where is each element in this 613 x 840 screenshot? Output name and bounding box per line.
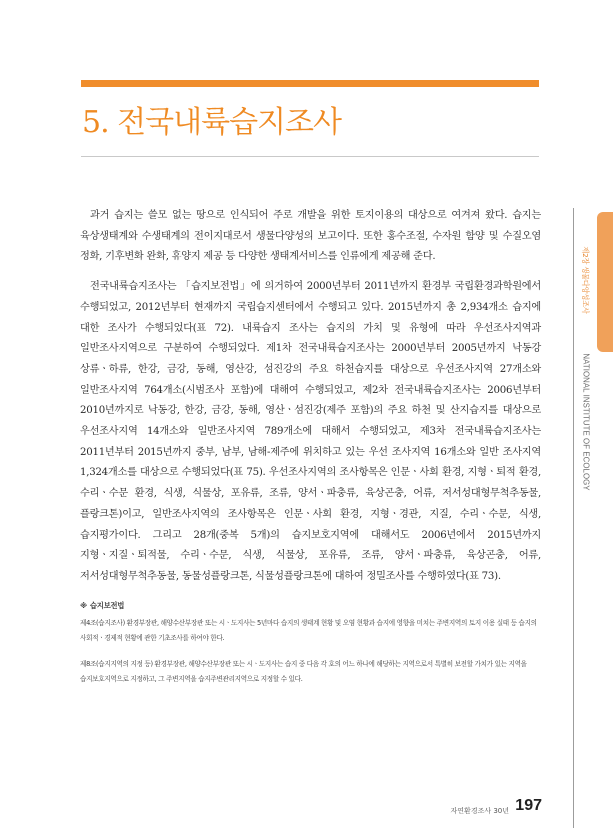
side-divider [573, 208, 574, 828]
note-item-2: 제8조(습지지역의 지정 등) 환경부장관, 해양수산부장관 또는 시ㆍ도지사는 습지 중 다음 각 호의 어느 하나에 해당하는 지역으로서 특별히 보전할 가치가 있는 지역을 습지보호지역으로 지정하고, 그 주변지역을 습지주변관리지역으로 지정할 수 있다. [80, 660, 527, 683]
chapter-side-tab [597, 212, 613, 352]
side-chapter-label: 제2장 생물다양성조사 [581, 246, 590, 314]
chapter-accent-bar [81, 80, 539, 87]
note-item-1: 제4조(습지조사) 환경부장관, 해양수산부장관 또는 시ㆍ도지사는 5년마다 습지의 생태계 현황 및 오염 현황과 습지에 영향을 미치는 주변지역의 토지 이용 실태 등 습지의 사회적ㆍ경제적 현황에 관한 기초조사를 하여야 한다. [80, 619, 537, 642]
body-paragraph-1: 과거 습지는 쓸모 없는 땅으로 인식되어 주로 개발을 위한 토지이용의 대상으로 여겨져 왔다. 습지는 육상생태계와 수생태계의 전이지대로서 생물다양성의 보고이다. 또한 홍수조절, 수자원 함양 및 수질오염 정화, 기후변화 완화, 휴양지 제공 등 다양한 생태계서비스를 인류에게 제공해 준다. [80, 210, 541, 263]
note-mark: ※ [80, 601, 87, 610]
side-institute-label: NATIONAL INSTITUTE OF ECOLOGY [581, 353, 591, 491]
title-divider [81, 156, 539, 157]
chapter-title: 5. 전국내륙습지조사 [82, 105, 341, 140]
body-text [80, 206, 541, 588]
body-paragraph-2: 전국내륙습지조사는 「습지보전법」에 의거하여 2000년부터 2011년까지 환경부 국립환경과학원에서 수행되었고, 2012년부터 현재까지 국립습지센터에서 수행되고 있다. 2015년까지 총 2,934개소 습지에 대한 조사가 수행되었다(표 72). 내륙습지 조사는 습지의 가치 및 유형에 따라 우선조사지역과 일반조사지역으로 구분하여 수행되었다. 제1차 전국내륙습지조사는 2000년부터 2005년까지 낙동강 상류ㆍ하류, 한강, 금강, 동해, 영산강, 섬진강의 주요 하천습지를 대상으로 우선조사지역 27개소와 일반조사지역 764개소(시범조사 포함)에 대해여 수행되었고, 제2차 전국내륙습지조사는 2006년부터 2010년까지로 낙동강, 한강, 금강, 동해, 영산ㆍ섬진강(제주 포함)의 주요 하천 및 산지습지를 대상으로 우선조사지역 14개소와 일반조사지역 789개소에 대해서 수행되었고, 제3차 전국내륙습지조사는 2011년부터 2015년까지 중부, 남부, 남해-제주에 위치하고 있는 우선 조사지역 16개소와 일반 조사지역 1,324개소를 대상으로 수행되었다(표 75). 우선조사지역의 조사항목은 인문ㆍ사회 환경, 지형ㆍ퇴적 환경, 수리ㆍ수문 환경, 식생, 식물상, 포유류, 조류, 양서ㆍ파충류, 육상곤충, 어류, 저서성대형무척추동물, 플랑크톤)이고, 일반조사지역의 조사항목은 인문ㆍ사회 환경, 지형ㆍ경관, 지질, 수리ㆍ수문, 식생, 습지평가이다. 그리고 28개(중복 5개)의 습지보호지역에 대해서도 2006년에서 2015년까지 지형ㆍ지질ㆍ퇴적물, 수리ㆍ수문, 식생, 식물상, 포유류, 조류, 양서ㆍ파충류, 육상곤충, 어류, 저서성대형무척추동물, 동물성플랑크톤, 식물성플랑크톤에 대하여 정밀조사를 수행하였다(표 73). [80, 281, 541, 582]
note-title: 습지보전법 [89, 601, 125, 610]
page-number: 197 [515, 797, 542, 814]
footer-label: 자연환경조사 30년 [450, 807, 509, 815]
note-title-row [80, 598, 541, 613]
legal-note [80, 598, 541, 687]
